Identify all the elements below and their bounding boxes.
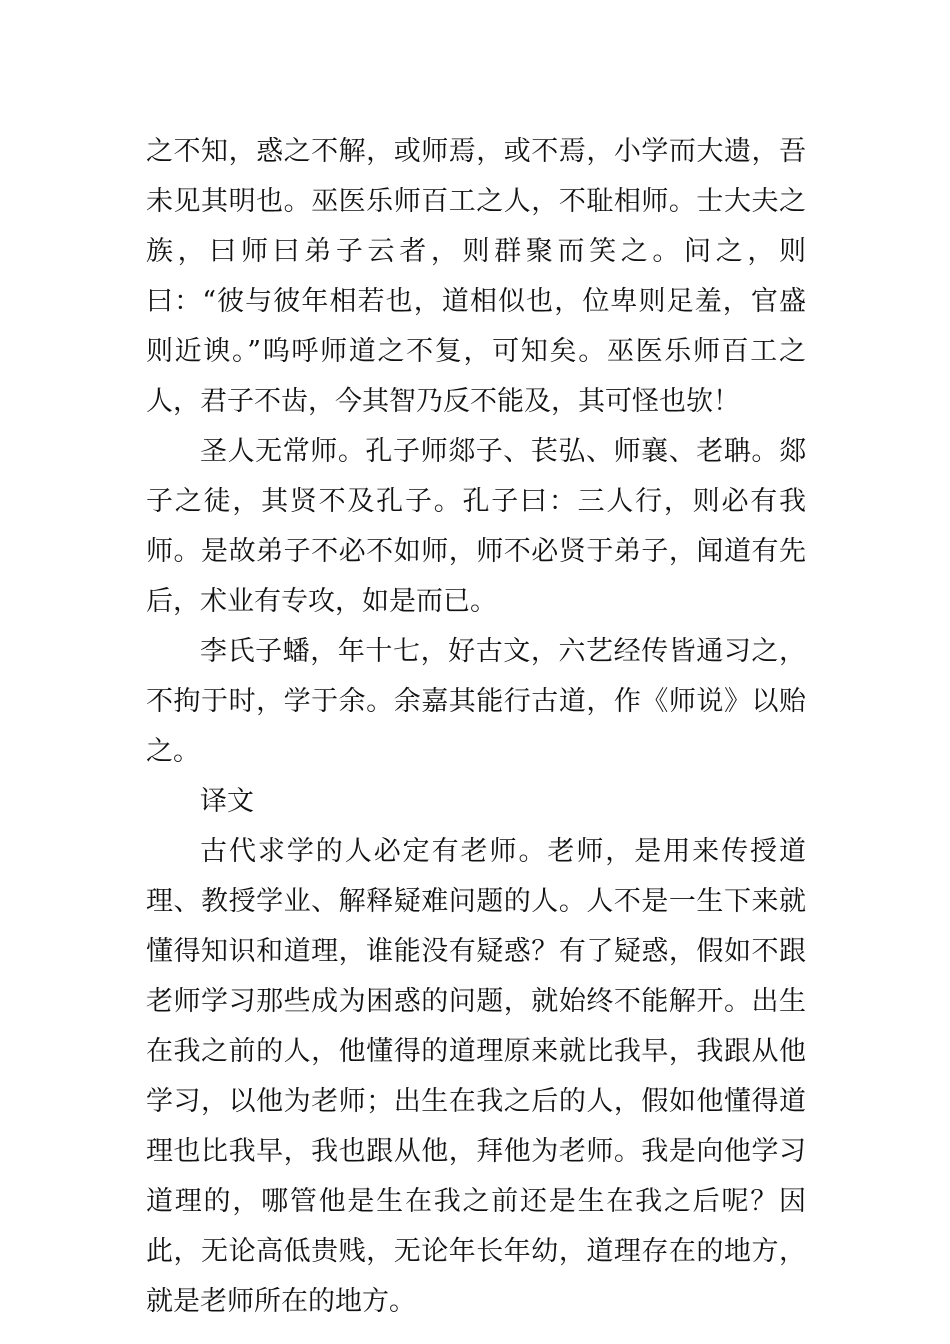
document-body	[146, 127, 806, 1327]
paragraph-sages: 圣人无常师。孔子师郯子、苌弘、师襄、老聃。郯子之徒，其贤不及孔子。孔子曰：三人行，则必有我师。是故弟子不必不如师，师不必贤于弟子，闻道有先后，术业有专攻，如是而已。	[146, 436, 806, 617]
paragraph-li-pan: 李氏子蟠，年十七，好古文，六艺经传皆通习之，不拘于时，学于余。余嘉其能行古道，作《师说》以贻之。	[146, 636, 806, 767]
paragraph-continuation: 之不知，惑之不解，或师焉，或不焉，小学而大遗，吾未见其明也。巫医乐师百工之人，不耻相师。士大夫之族，曰师曰弟子云者，则群聚而笑之。问之，则曰：“彼与彼年相若也，道相似也，位卑则足羞，官盛则近谀。”呜呼师道之不复，可知矣。巫医乐师百工之人，君子不齿，今其智乃反不能及，其可怪也欤！	[146, 136, 806, 417]
paragraph-translation: 古代求学的人必定有老师。老师，是用来传授道理、教授学业、解释疑难问题的人。人不是一生下来就懂得知识和道理，谁能没有疑惑？有了疑惑，假如不跟老师学习那些成为困惑的问题，就始终不能解开。出生在我之前的人，他懂得的道理原来就比我早，我跟从他学习，以他为老师；出生在我之后的人，假如他懂得道理也比我早，我也跟从他，拜他为老师。我是向他学习道理的，哪管他是生在我之前还是生在我之后呢？因此，无论高低贵贱，无论年长年幼，道理存在的地方，就是老师所在的地方。	[146, 836, 806, 1317]
section-heading-translation: 译文	[200, 786, 254, 817]
